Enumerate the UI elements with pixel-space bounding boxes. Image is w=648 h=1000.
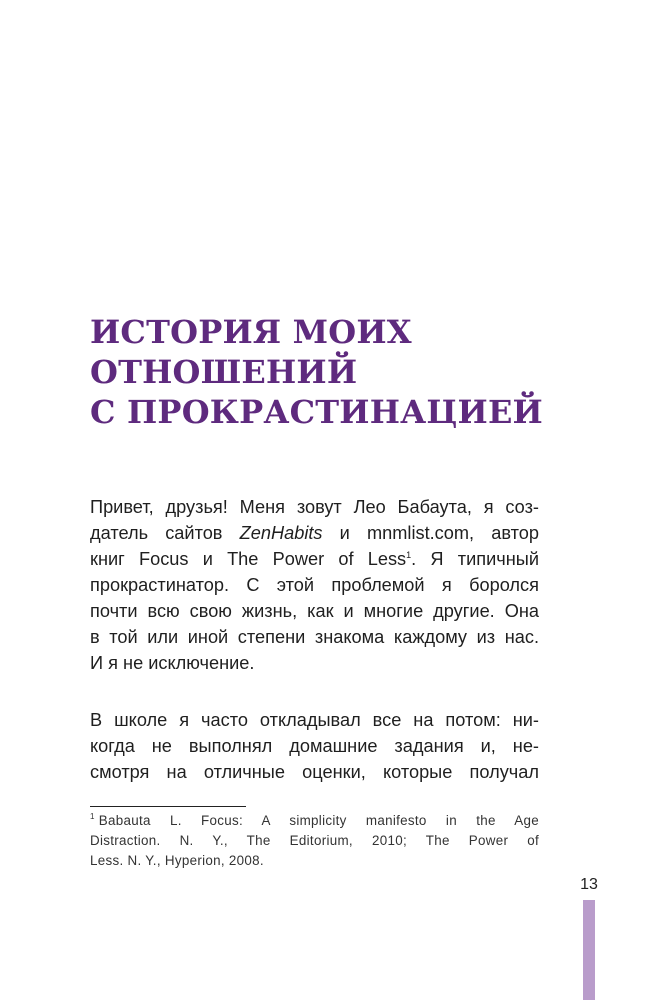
- text-run: и mnmlist.com, автор: [322, 523, 539, 543]
- paragraph-line: прокрастинатор. С этой проблемой я боролся: [90, 575, 539, 595]
- footnote-reference[interactable]: 1: [406, 550, 412, 560]
- paragraph-intro: [90, 494, 539, 676]
- footnote-line: Less. N. Y., Hyperion, 2008.: [90, 853, 264, 868]
- text-run: датель сайтов: [90, 523, 240, 543]
- paragraph-line: И я не исключение.: [90, 653, 255, 673]
- footnote-divider: [90, 806, 246, 807]
- text-run: книг Focus и The Power of Less: [90, 549, 407, 569]
- chapter-title-line-2: ОТНОШЕНИЙ: [90, 353, 358, 391]
- paragraph-line: В школе я часто откладывал все на потом: ни-: [90, 710, 539, 730]
- text-run: . Я типичный: [411, 549, 540, 569]
- page-edge-marker: [583, 900, 595, 1000]
- footnote-line: [90, 811, 539, 831]
- paragraph-line: смотря на отличные оценки, которые получал: [90, 762, 539, 782]
- chapter-title-line-1: ИСТОРИЯ МОИХ: [90, 313, 412, 351]
- chapter-title-line-3: С ПРОКРАСТИНАЦИЕЙ: [90, 393, 543, 431]
- paragraph-school: [90, 707, 539, 785]
- paragraph-line: [90, 520, 539, 546]
- paragraph-line: [90, 546, 539, 572]
- site-name-emphasis: ZenHabits: [239, 523, 323, 543]
- text-run: Babauta L. Focus: A simplicity manifesto in the Age: [98, 813, 539, 828]
- paragraph-line: почти всю свою жизнь, как и многие другие. Она: [90, 601, 539, 621]
- chapter-title: [90, 312, 543, 432]
- page-number: 13: [580, 876, 598, 893]
- paragraph-line: Привет, друзья! Меня зовут Лео Бабаута, я соз-: [90, 497, 539, 517]
- paragraph-line: в той или иной степени знакома каждому из нас.: [90, 627, 539, 647]
- footnote-line: Distraction. N. Y., The Editorium, 2010; The Power of: [90, 833, 539, 848]
- footnote-marker: 1: [90, 812, 95, 821]
- footnote: [90, 811, 539, 871]
- paragraph-line: когда не выполнял домашние задания и, не-: [90, 736, 539, 756]
